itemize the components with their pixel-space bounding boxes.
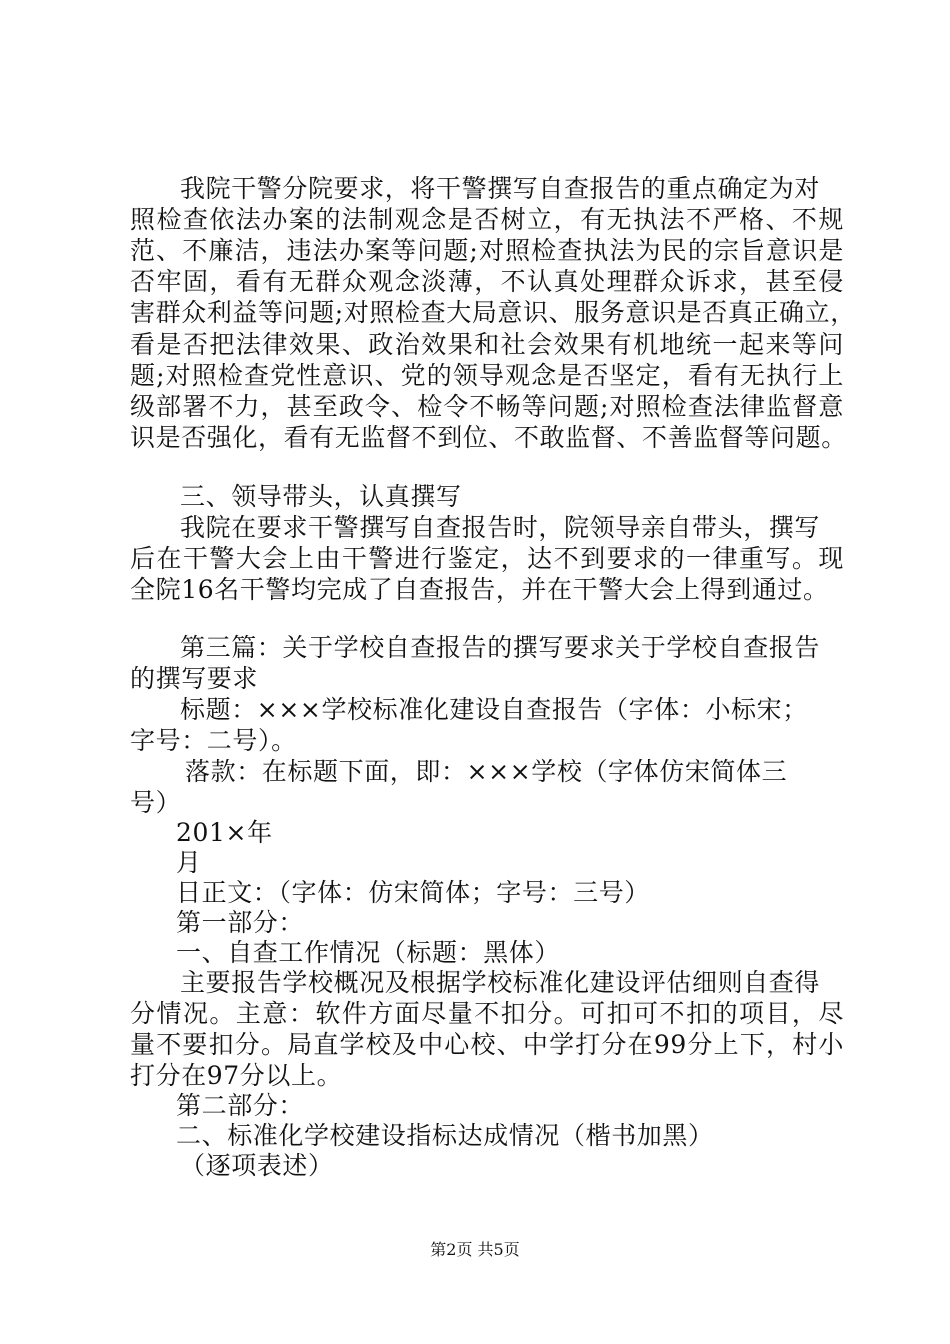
body-line: 照检查依法办案的法制观念是否树立，有无执法不严格、不规: [130, 205, 844, 234]
body-line: 识是否强化，看有无监督不到位、不敢监督、不善监督等问题。: [130, 423, 847, 452]
page-indicator: 第2页 共5页: [430, 1240, 520, 1259]
body-line: 第一部分：: [176, 908, 305, 937]
body-line: 第二部分：: [176, 1091, 305, 1120]
body-line: 分情况。主意：软件方面尽量不扣分。可扣可不扣的项目，尽: [130, 999, 844, 1028]
body-line: 范、不廉洁，违法办案等问题;对照检查执法为民的宗旨意识是: [130, 236, 844, 265]
body-line: 日正文：（字体：仿宋简体；字号：三号）: [176, 878, 650, 907]
body-line: 我院在要求干警撰写自查报告时，院领导亲自带头，撰写: [180, 513, 821, 542]
body-line: 201×年: [176, 818, 273, 847]
body-line: 全院16名干警均完成了自查报告，并在干警大会上得到通过。: [130, 575, 829, 604]
body-line: 害群众利益等问题;对照检查大局意识、服务意识是否真正确立，: [130, 298, 856, 327]
section-heading: 三、领导带头，认真撰写: [180, 482, 462, 511]
chapter-heading: 第三篇：关于学校自查报告的撰写要求关于学校自查报告: [180, 633, 821, 662]
body-line: 号）: [130, 788, 182, 817]
body-line: 我院干警分院要求，将干警撰写自查报告的重点确定为对: [180, 174, 821, 203]
body-line: 字号：二号）。: [130, 726, 297, 755]
body-line: 落款：在标题下面，即：×××学校（字体仿宋简体三: [185, 757, 788, 786]
body-line: 否牢固，看有无群众观念淡薄，不认真处理群众诉求，甚至侵: [130, 267, 844, 296]
body-line: （逐项表述）: [180, 1151, 334, 1180]
chapter-heading: 的撰写要求: [130, 664, 259, 693]
body-line: 级部署不力，甚至政令、检令不畅等问题;对照检查法律监督意: [130, 392, 844, 421]
body-line: 主要报告学校概况及根据学校标准化建设评估细则自查得: [180, 968, 821, 997]
body-line: 标题：×××学校标准化建设自查报告（字体：小标宋；: [180, 695, 808, 724]
body-line: 后在干警大会上由干警进行鉴定，达不到要求的一律重写。现: [130, 544, 844, 573]
body-line: 看是否把法律效果、政治效果和社会效果有机地统一起来等问: [130, 330, 844, 359]
section-heading: 二、标准化学校建设指标达成情况（楷书加黑）: [176, 1121, 714, 1150]
body-line: 打分在97分以上。: [130, 1061, 343, 1090]
body-line: 月: [176, 848, 202, 877]
body-line: 题;对照检查党性意识、党的领导观念是否坚定，看有无执行上: [130, 361, 844, 390]
section-heading: 一、自查工作情况（标题：黑体）: [176, 938, 561, 967]
body-line: 量不要扣分。局直学校及中心校、中学打分在99分上下，村小: [130, 1030, 844, 1059]
